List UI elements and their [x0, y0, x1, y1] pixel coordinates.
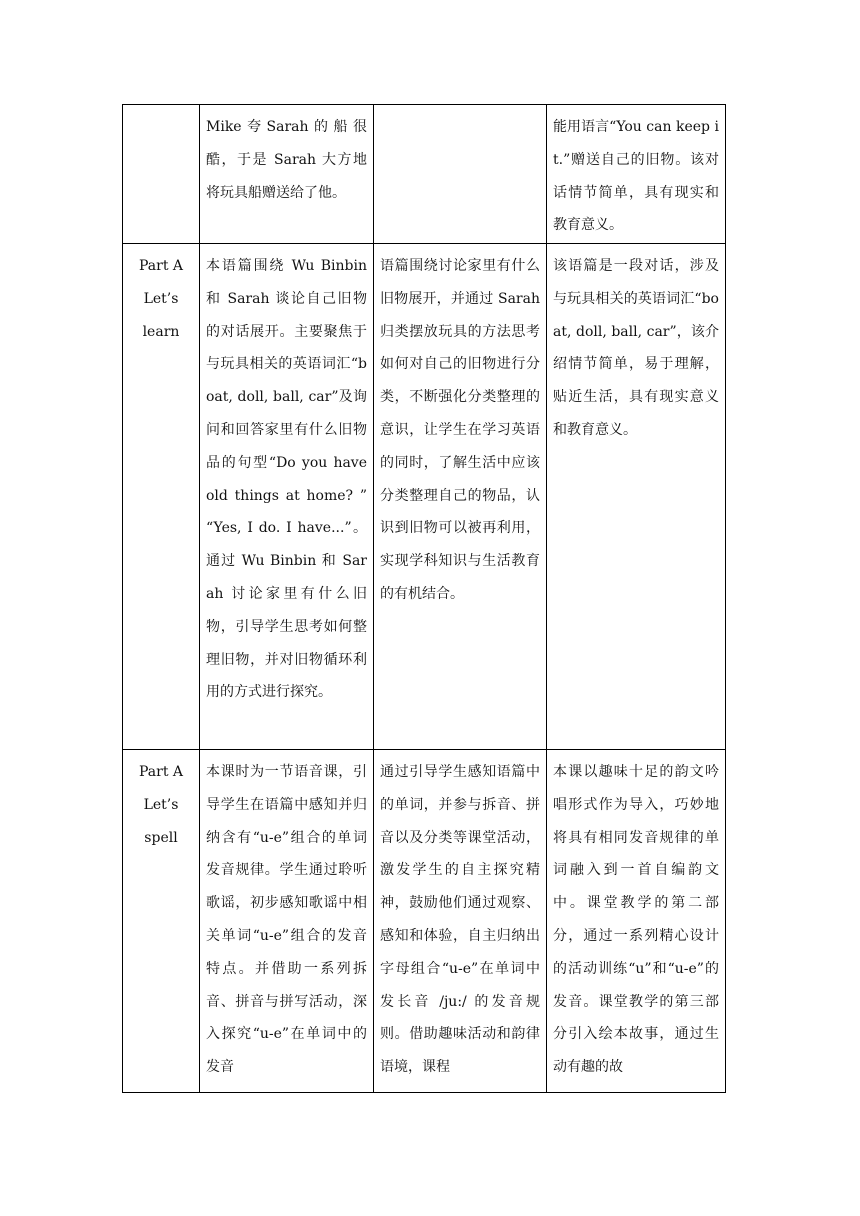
row-label-activity: spell	[144, 829, 178, 846]
row-label-part: Part A	[138, 764, 184, 780]
value-cell: 通过引导学生感知语篇中的单词，并参与拆音、拼音以及分类等课堂活动，激发学生的自主探究精神，鼓励他们通过观察、感知和体验，自主归纳出字母组合“u-e”在单词中发长音 /ju:/ 的发音规则。借助趣味活动和韵律语境，课程	[374, 750, 547, 1093]
lesson-analysis-table	[122, 104, 726, 1093]
table-row	[123, 244, 726, 750]
row-label-activity: learn	[142, 323, 180, 340]
content-cell: 本语篇围绕 Wu Binbin 和 Sarah 谈论自己旧物的对话展开。主要聚焦于与玩具相关的英语词汇“boat, doll, ball, car”及询问和回答家里有什么旧物品的句型“Do you have old things at home? ” “Yes, I do. I have...”。通过 Wu Binbin 和 Sarah 讨论家里有什么旧物，引导学生思考如何整理旧物，并对旧物循环利用的方式进行探究。	[200, 244, 374, 750]
table-row	[123, 105, 726, 244]
content-cell: Mike夸Sarah的船很酷，于是 Sarah 大方地将玩具船赠送给了他。	[200, 105, 374, 244]
row-label-cell	[123, 105, 200, 244]
feature-cell: 本课以趣味十足的韵文吟唱形式作为导入，巧妙地将具有相同发音规律的单词融入到一首自编韵文中。课堂教学的第二部分，通过一系列精心设计的活动训练“u”和“u-e”的发音。课堂教学的第三部分引入绘本故事，通过生动有趣的故	[547, 750, 726, 1093]
feature-cell: 该语篇是一段对话，涉及与玩具相关的英语词汇“boat, doll, ball, car”，该介绍情节简单，易于理解，贴近生活，具有现实意义和教育意义。	[547, 244, 726, 750]
row-label-cell	[123, 244, 200, 750]
row-label-section: Let’s	[143, 290, 179, 307]
table-row	[123, 750, 726, 1093]
feature-cell: 能用语言“You can keep it.”赠送自己的旧物。该对话情节简单，具有现实和教育意义。	[547, 105, 726, 244]
content-cell: 本课时为一节语音课，引导学生在语篇中感知并归纳含有“u-e”组合的单词发音规律。学生通过聆听歌谣，初步感知歌谣中相关单词“u-e”组合的发音特点。并借助一系列拆音、拼音与拼写活动，深入探究“u-e”在单词中的发音	[200, 750, 374, 1093]
row-label-part: Part A	[138, 258, 184, 274]
row-label-cell	[123, 750, 200, 1093]
value-cell	[374, 105, 547, 244]
row-label-section: Let’s	[143, 796, 179, 813]
value-cell: 语篇围绕讨论家里有什么旧物展开，并通过 Sarah 归类摆放玩具的方法思考如何对自己的旧物进行分类，不断强化分类整理的意识，让学生在学习英语的同时，了解生活中应该分类整理自己的物品，认识到旧物可以被再利用，实现学科知识与生活教育的有机结合。	[374, 244, 547, 750]
